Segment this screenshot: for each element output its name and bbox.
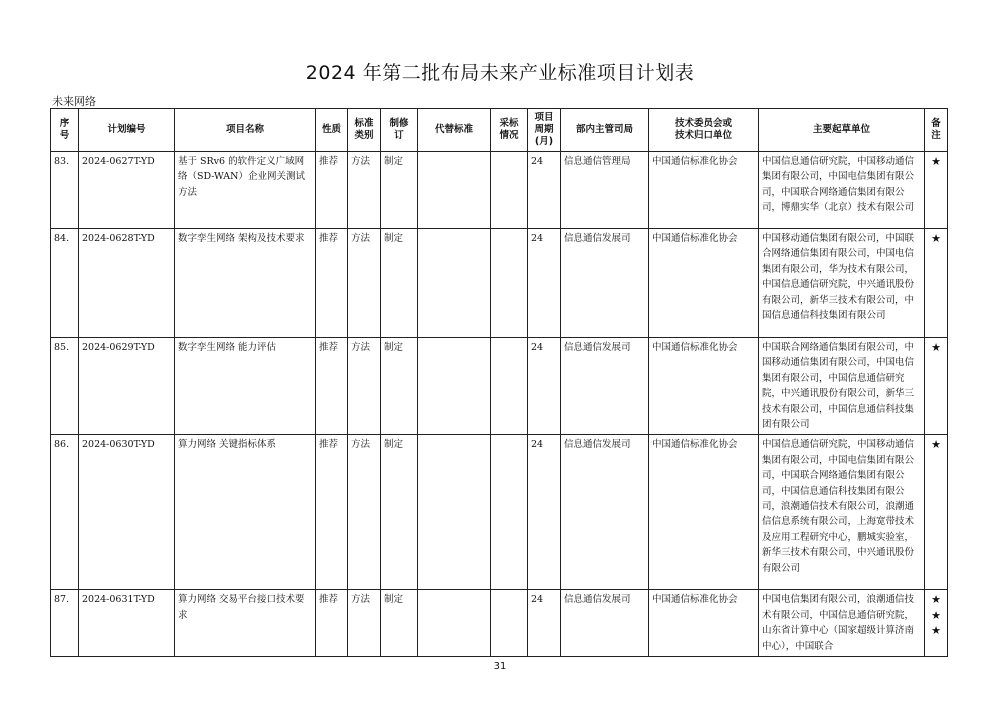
cell-revise: 制定 [381, 435, 418, 590]
cell-dept: 信息通信管理局 [561, 152, 649, 229]
standards-table [50, 108, 948, 657]
cell-dept: 信息通信发展司 [561, 435, 649, 590]
cell-period: 24 [528, 338, 561, 435]
cell-seq: 87. [51, 590, 79, 657]
section-label: 未来网络 [52, 95, 96, 108]
cell-adopt [491, 435, 528, 590]
header-seq: 序 号 [51, 109, 79, 152]
table-row [51, 152, 948, 229]
cell-dept: 信息通信发展司 [561, 229, 649, 338]
table-row [51, 229, 948, 338]
cell-replace [418, 590, 491, 657]
cell-adopt [491, 229, 528, 338]
cell-adopt [491, 338, 528, 435]
cell-note [925, 229, 948, 338]
cell-plan-no: 2024-0628T-YD [79, 229, 175, 338]
star-icon: ★ [931, 341, 941, 354]
cell-plan-no: 2024-0631T-YD [79, 590, 175, 657]
cell-name: 数字孪生网络 架构及技术要求 [175, 229, 316, 338]
cell-drafters: 中国联合网络通信集团有限公司，中国移动通信集团有限公司，中国电信集团有限公司，中国信息通信研究院，中兴通讯股份有限公司，新华三技术有限公司，中国信息通信科技集团有限公司 [759, 338, 925, 435]
cell-committee: 中国通信标准化协会 [649, 435, 759, 590]
header-name: 项目名称 [175, 109, 316, 152]
header-replace: 代替标准 [418, 109, 491, 152]
cell-replace [418, 338, 491, 435]
cell-seq: 84. [51, 229, 79, 338]
cell-drafters: 中国信息通信研究院，中国移动通信集团有限公司，中国电信集团有限公司，中国联合网络通信集团有限公司，中国信息通信科技集团有限公司，浪潮通信技术有限公司，浪潮通信信息系统有限公司，上海宽带技术及应用工程研究中心，鹏城实验室，新华三技术有限公司，中兴通讯股份有限公司 [759, 435, 925, 590]
cell-nature: 推荐 [316, 229, 348, 338]
star-icon: ★ [931, 438, 941, 452]
header-revise: 制修 订 [381, 109, 418, 152]
page-title: 2024 年第二批布局未来产业标准项目计划表 [305, 62, 695, 84]
cell-period: 24 [528, 590, 561, 657]
cell-replace [418, 435, 491, 590]
cell-seq: 86. [51, 435, 79, 590]
table-row [51, 435, 948, 590]
table-row [51, 338, 948, 435]
cell-revise: 制定 [381, 590, 418, 657]
cell-std-type: 方法 [348, 152, 381, 229]
cell-name: 数字孪生网络 能力评估 [175, 338, 316, 435]
cell-std-type: 方法 [348, 435, 381, 590]
header-committee: 技术委员会或 技术归口单位 [649, 109, 759, 152]
cell-seq: 85. [51, 338, 79, 435]
cell-name: 基于 SRv6 的软件定义广域网络（SD-WAN）企业网关测试方法 [175, 152, 316, 229]
cell-note [925, 338, 948, 435]
cell-period: 24 [528, 152, 561, 229]
cell-committee: 中国通信标准化协会 [649, 338, 759, 435]
cell-plan-no: 2024-0630T-YD [79, 435, 175, 590]
header-drafters: 主要起草单位 [759, 109, 925, 152]
cell-dept: 信息通信发展司 [561, 338, 649, 435]
star-icon: ★ [931, 593, 941, 607]
cell-plan-no: 2024-0627T-YD [79, 152, 175, 229]
header-std-type: 标准 类别 [348, 109, 381, 152]
cell-adopt [491, 590, 528, 657]
cell-std-type: 方法 [348, 590, 381, 657]
cell-note [925, 590, 948, 657]
cell-replace [418, 152, 491, 229]
cell-plan-no: 2024-0629T-YD [79, 338, 175, 435]
cell-adopt [491, 152, 528, 229]
table-row [51, 590, 948, 657]
header-dept: 部内主管司局 [561, 109, 649, 152]
cell-period: 24 [528, 229, 561, 338]
cell-std-type: 方法 [348, 338, 381, 435]
star-icon: ★ [931, 232, 941, 245]
cell-std-type: 方法 [348, 229, 381, 338]
header-period: 项目 周期 (月) [528, 109, 561, 152]
star-icon: ★ [931, 624, 941, 638]
table-header-row [51, 109, 948, 152]
header-note: 备 注 [925, 109, 948, 152]
cell-committee: 中国通信标准化协会 [649, 229, 759, 338]
cell-seq: 83. [51, 152, 79, 229]
cell-drafters: 中国移动通信集团有限公司，中国联合网络通信集团有限公司，中国电信集团有限公司，华为技术有限公司，中国信息通信研究院，中兴通讯股份有限公司，新华三技术有限公司，中国信息通信科技集团有限公司 [759, 229, 925, 338]
star-icon: ★ [931, 155, 941, 168]
cell-nature: 推荐 [316, 435, 348, 590]
cell-committee: 中国通信标准化协会 [649, 152, 759, 229]
cell-name: 算力网络 交易平台接口技术要求 [175, 590, 316, 657]
cell-revise: 制定 [381, 229, 418, 338]
cell-replace [418, 229, 491, 338]
cell-committee: 中国通信标准化协会 [649, 590, 759, 657]
star-icon: ★ [931, 608, 941, 622]
cell-nature: 推荐 [316, 152, 348, 229]
cell-name: 算力网络 关键指标体系 [175, 435, 316, 590]
header-nature: 性质 [316, 109, 348, 152]
cell-drafters: 中国电信集团有限公司，浪潮通信技术有限公司，中国信息通信研究院，山东省计算中心（国家超级计算济南中心），中国联合 [759, 590, 925, 657]
page-number: 31 [493, 661, 507, 672]
cell-drafters: 中国信息通信研究院，中国移动通信集团有限公司，中国电信集团有限公司，中国联合网络通信集团有限公司，博鼎实华（北京）技术有限公司 [759, 152, 925, 229]
cell-nature: 推荐 [316, 590, 348, 657]
header-adopt: 采标 情况 [491, 109, 528, 152]
cell-revise: 制定 [381, 338, 418, 435]
cell-revise: 制定 [381, 152, 418, 229]
cell-period: 24 [528, 435, 561, 590]
header-plan-no: 计划编号 [79, 109, 175, 152]
cell-dept: 信息通信发展司 [561, 590, 649, 657]
cell-nature: 推荐 [316, 338, 348, 435]
cell-note [925, 152, 948, 229]
cell-note [925, 435, 948, 590]
